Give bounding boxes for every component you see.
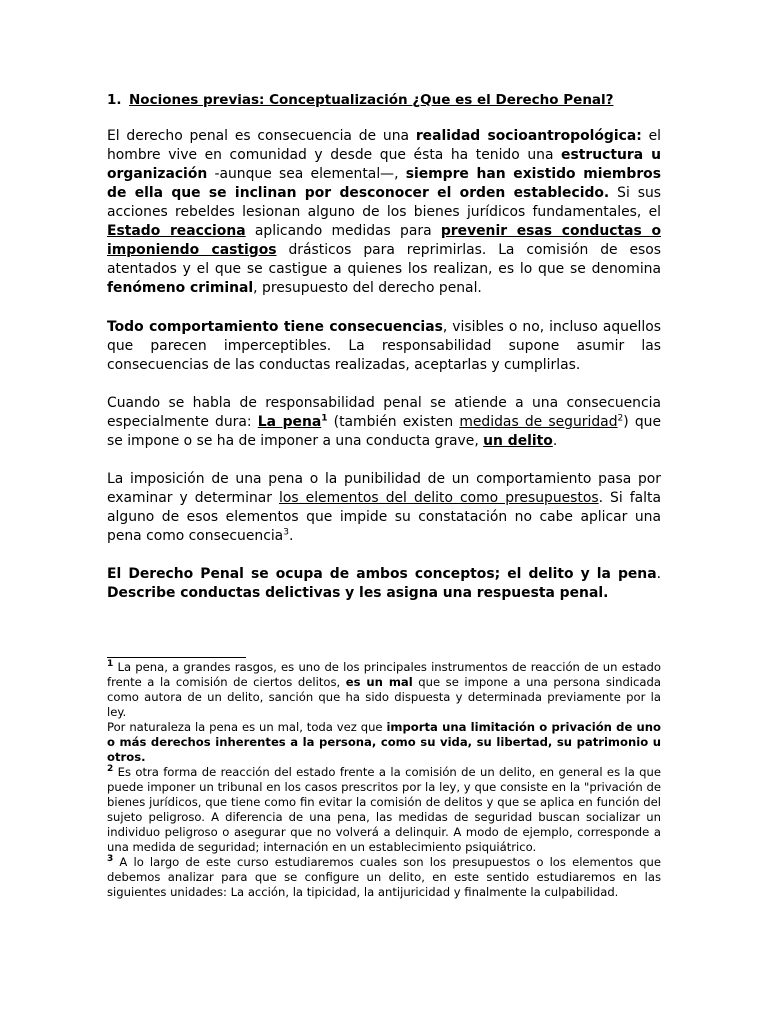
footnote-2	[107, 765, 661, 855]
footnotes	[107, 660, 661, 900]
text: ) que se impone o se ha de imponer a una conducta grave,	[107, 414, 662, 449]
bold-underlined-text: un delito	[483, 433, 553, 449]
text: aplicando medidas para	[245, 223, 441, 239]
text: , visibles o no, incluso aquellos que parecen imperceptibles. La responsabilidad supone asumir las consecuencias de las conductas realizadas, aceptarlas y cumplirlas.	[107, 319, 661, 373]
text: Por naturaleza la pena es un mal, toda vez que	[107, 720, 387, 734]
footnote-1-continued	[107, 720, 661, 765]
text: (también existen	[327, 414, 460, 430]
bold-text: siempre han existido miembros de ella que se inclinan por desconocer el orden establecido.	[107, 166, 661, 201]
text: que se impone a una persona sindicada como autora de un delito, sanción que ha sido dispuesta y determinada previamente por la ley.	[107, 675, 661, 719]
text: Es otra forma de reacción del estado frente a la comisión de un delito, en general es la que puede imponer un tribunal en los casos prescritos por la ley, y que consiste en la "privación de bienes jurídicos, que tiene como fin evitar la comisión de delitos y que se aplica en función del sujeto peligroso. A diferencia de una pena, las medidas de seguridad buscan socializar un individuo peligroso o asegurar que no volverá a delinquir. A modo de ejemplo, corresponde a una medida de seguridad; internación en un establecimiento psiquiátrico.	[107, 765, 661, 854]
bold-text: El Derecho Penal se ocupa de ambos conceptos; el delito y la pena	[107, 566, 657, 582]
bold-underlined-text: Estado reacciona	[107, 223, 246, 239]
footnote-1	[107, 660, 661, 720]
paragraph-consequences	[107, 318, 661, 375]
footnote-marker: 1	[107, 659, 114, 670]
footnote-ref-2[interactable]: 2	[617, 413, 624, 424]
underlined-text: los elementos del delito como presupuestos	[279, 490, 599, 506]
bold-underlined-text: prevenir esas conductas o imponiendo castigos	[107, 223, 661, 258]
bold-text: fenómeno criminal	[107, 280, 254, 296]
text: . Si falta alguno de esos elementos que impide su constatación no cabe aplicar una pena como consecuencia	[107, 490, 661, 544]
text: , presupuesto del derecho penal.	[253, 280, 482, 296]
bold-underlined-text: La pena	[257, 414, 322, 430]
text: .	[288, 528, 294, 544]
text: .	[656, 566, 661, 582]
paragraph-conclusion	[107, 565, 661, 603]
section-heading	[107, 91, 667, 109]
footnote-ref-1[interactable]: 1	[321, 413, 328, 424]
footnote-marker: 2	[107, 764, 114, 775]
footnote-3	[107, 855, 661, 900]
bold-text: realidad socioantropológica:	[415, 128, 642, 144]
bold-text: es un mal	[345, 675, 413, 689]
text: Si sus acciones rebeldes lesionan alguno de los bienes jurídicos fundamentales, el	[107, 185, 661, 220]
text: A lo largo de este curso estudiaremos cuales son los presupuestos o los elementos que debemos analizar para que se configure un delito, en este sentido estudiaremos en las siguientes unidades: La acción, la tipicidad, la antijuricidad y finalmente la culpabilidad.	[107, 855, 661, 899]
paragraph-punishability	[107, 470, 661, 546]
text: -aunque sea elemental—,	[207, 166, 406, 182]
footnote-marker: 3	[107, 854, 114, 865]
underlined-text: medidas de seguridad	[459, 414, 618, 430]
text: La pena, a grandes rasgos, es uno de los principales instrumentos de reacción de un estado frente a la comisión de ciertos delitos,	[107, 660, 661, 689]
bold-text: Describe conductas delictivas y les asigna una respuesta penal.	[107, 585, 609, 601]
bold-text: estructura u organización	[107, 147, 661, 182]
text: el hombre vive en comunidad y desde que ésta ha tenido una	[107, 128, 661, 163]
bold-text: Todo comportamiento tiene consecuencias	[107, 319, 443, 335]
text: .	[552, 433, 558, 449]
footnote-ref-3[interactable]: 3	[283, 527, 289, 538]
paragraph-socioanthropological-reality	[107, 127, 661, 298]
section-title: Nociones previas: Conceptualización ¿Que es el Derecho Penal?	[129, 92, 614, 108]
text: drásticos para reprimirlas. La comisión de esos atentados y el que se castigue a quienes los realizan, es lo que se denomina	[107, 242, 661, 277]
text: Cuando se habla de responsabilidad penal se atiende a una consecuencia especialmente dura:	[107, 395, 661, 430]
section-number: 1.	[107, 92, 122, 108]
bold-text: importa una limitación o privación de uno o más derechos inherentes a la persona, como su vida, su libertad, su patrimonio u otros.	[107, 720, 662, 764]
text: La imposición de una pena o la punibilidad de un comportamiento pasa por examinar y determinar	[107, 471, 661, 506]
paragraph-penal-responsibility	[107, 394, 661, 451]
text: El derecho penal es consecuencia de una	[107, 128, 416, 144]
footnote-separator	[107, 657, 246, 658]
